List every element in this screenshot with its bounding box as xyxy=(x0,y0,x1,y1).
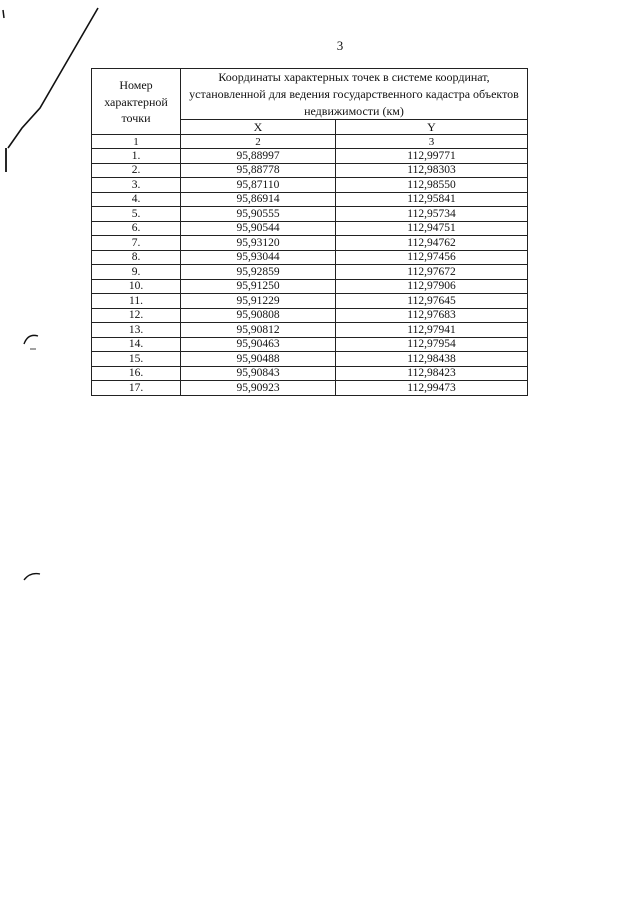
coordinates-table xyxy=(91,68,528,396)
table-row xyxy=(92,250,528,265)
x-coordinate-cell: 95,88997 xyxy=(181,149,336,164)
y-coordinate-cell: 112,98550 xyxy=(336,178,528,193)
table-body xyxy=(92,135,528,396)
x-coordinate-cell: 95,91250 xyxy=(181,279,336,294)
table-row xyxy=(92,381,528,396)
point-number-cell: 7. xyxy=(92,236,181,251)
y-coordinate-cell: 112,98303 xyxy=(336,163,528,178)
table-row xyxy=(92,265,528,280)
x-coordinate-cell: 95,92859 xyxy=(181,265,336,280)
y-coordinate-cell: 112,99473 xyxy=(336,381,528,396)
point-number-cell: 9. xyxy=(92,265,181,280)
point-number-cell: 16. xyxy=(92,366,181,381)
column-index-cell: 2 xyxy=(181,135,336,149)
table-row xyxy=(92,337,528,352)
header-coordinates-title: Координаты характерных точек в системе координат, установленной для ведения государственного кадастра объектов недвижимости (км) xyxy=(181,69,528,120)
header-x: X xyxy=(181,120,336,135)
y-coordinate-cell: 112,94762 xyxy=(336,236,528,251)
x-coordinate-cell: 95,90463 xyxy=(181,337,336,352)
table-row xyxy=(92,178,528,193)
table-row xyxy=(92,308,528,323)
point-number-cell: 14. xyxy=(92,337,181,352)
y-coordinate-cell: 112,97954 xyxy=(336,337,528,352)
y-coordinate-cell: 112,98423 xyxy=(336,366,528,381)
table-row xyxy=(92,207,528,222)
table-row xyxy=(92,149,528,164)
x-coordinate-cell: 95,90923 xyxy=(181,381,336,396)
x-coordinate-cell: 95,90555 xyxy=(181,207,336,222)
y-coordinate-cell: 112,97683 xyxy=(336,308,528,323)
column-index-cell: 3 xyxy=(336,135,528,149)
point-number-cell: 10. xyxy=(92,279,181,294)
point-number-cell: 11. xyxy=(92,294,181,309)
point-number-cell: 6. xyxy=(92,221,181,236)
point-number-cell: 13. xyxy=(92,323,181,338)
table-row xyxy=(92,323,528,338)
x-coordinate-cell: 95,93044 xyxy=(181,250,336,265)
point-number-cell: 15. xyxy=(92,352,181,367)
x-coordinate-cell: 95,90544 xyxy=(181,221,336,236)
x-coordinate-cell: 95,90843 xyxy=(181,366,336,381)
page-number: 3 xyxy=(336,38,344,53)
x-coordinate-cell: 95,90488 xyxy=(181,352,336,367)
y-coordinate-cell: 112,97672 xyxy=(336,265,528,280)
x-coordinate-cell: 95,88778 xyxy=(181,163,336,178)
column-index-row xyxy=(92,135,528,149)
point-number-cell: 2. xyxy=(92,163,181,178)
x-coordinate-cell: 95,90808 xyxy=(181,308,336,323)
margin-dot xyxy=(3,10,4,18)
header-point-number: Номер характерной точки xyxy=(92,69,181,135)
table-row xyxy=(92,352,528,367)
y-coordinate-cell: 112,97645 xyxy=(336,294,528,309)
x-coordinate-cell: 95,87110 xyxy=(181,178,336,193)
y-coordinate-cell: 112,97941 xyxy=(336,323,528,338)
margin-scan-line xyxy=(8,8,98,148)
point-number-cell: 12. xyxy=(92,308,181,323)
x-coordinate-cell: 95,86914 xyxy=(181,192,336,207)
column-index-cell: 1 xyxy=(92,135,181,149)
table-row xyxy=(92,192,528,207)
point-number-cell: 17. xyxy=(92,381,181,396)
y-coordinate-cell: 112,94751 xyxy=(336,221,528,236)
y-coordinate-cell: 112,97906 xyxy=(336,279,528,294)
punch-hole-mark-lower xyxy=(24,574,40,580)
table-row xyxy=(92,279,528,294)
table-row xyxy=(92,294,528,309)
point-number-cell: 3. xyxy=(92,178,181,193)
table-row xyxy=(92,366,528,381)
x-coordinate-cell: 95,90812 xyxy=(181,323,336,338)
y-coordinate-cell: 112,98438 xyxy=(336,352,528,367)
x-coordinate-cell: 95,93120 xyxy=(181,236,336,251)
y-coordinate-cell: 112,97456 xyxy=(336,250,528,265)
table-row xyxy=(92,163,528,178)
point-number-cell: 1. xyxy=(92,149,181,164)
y-coordinate-cell: 112,95734 xyxy=(336,207,528,222)
header-y: Y xyxy=(336,120,528,135)
y-coordinate-cell: 112,95841 xyxy=(336,192,528,207)
punch-hole-mark-upper xyxy=(24,335,38,344)
point-number-cell: 4. xyxy=(92,192,181,207)
x-coordinate-cell: 95,91229 xyxy=(181,294,336,309)
point-number-cell: 8. xyxy=(92,250,181,265)
point-number-cell: 5. xyxy=(92,207,181,222)
y-coordinate-cell: 112,99771 xyxy=(336,149,528,164)
table-row xyxy=(92,236,528,251)
table-row xyxy=(92,221,528,236)
